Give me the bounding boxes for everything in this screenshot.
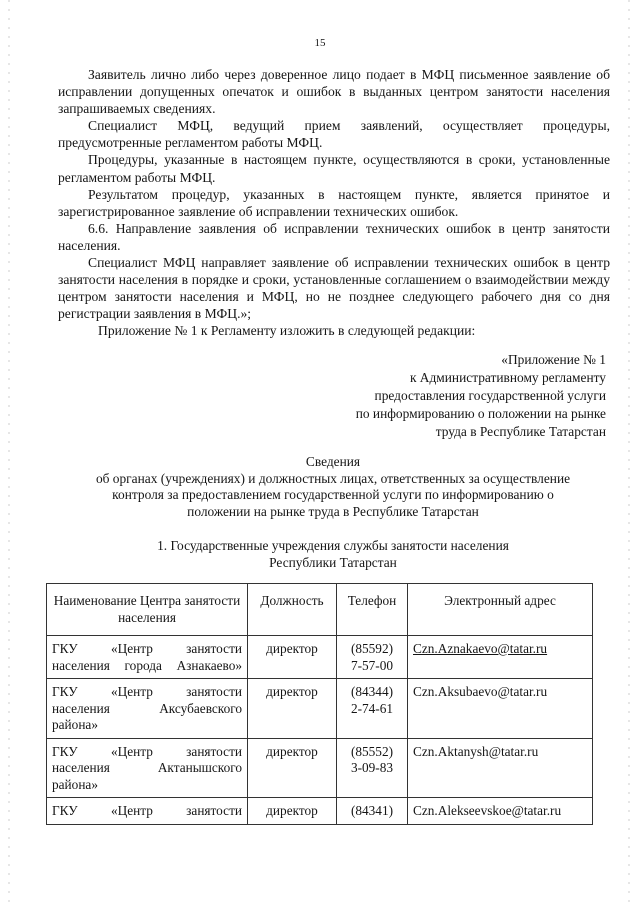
phone-number: 3-09-83 xyxy=(350,760,394,775)
section-heading xyxy=(58,538,608,571)
center-name: ГКУ «Центр занятости xyxy=(47,798,248,825)
contacts-table xyxy=(46,583,593,825)
paragraph: 6.6. Направление заявления об исправлении технических ошибок в центр занятости населения. xyxy=(58,220,610,253)
appendix-line: по информированию о положении на рынке xyxy=(355,406,606,421)
paragraph: Приложение № 1 к Регламенту изложить в следующей редакции: xyxy=(98,323,476,339)
email: Czn.Aksubaevo@tatar.ru xyxy=(408,679,593,739)
phone-code: (85552) xyxy=(350,743,394,759)
paragraph: Результатом процедур, указанных в настоящем пункте, является принятое и зарегистрированное заявление об исправлении технических ошибок. xyxy=(58,186,610,219)
email-link[interactable]: Czn.Aznakaevo@tatar.ru xyxy=(413,641,548,656)
center-name: ГКУ «Центр занятости населения Актанышского района» xyxy=(47,738,248,798)
phone xyxy=(337,738,408,798)
phone-code: (84344) xyxy=(350,684,394,699)
position: директор xyxy=(248,679,337,739)
heading-line: Сведения xyxy=(305,454,361,469)
page-number: 15 xyxy=(314,37,326,49)
position: директор xyxy=(248,738,337,798)
table-row xyxy=(47,636,593,679)
column-header-email: Электронный адрес xyxy=(408,584,593,636)
email: Czn.Aktanysh@tatar.ru xyxy=(408,738,593,798)
phone-number: 7-57-00 xyxy=(350,657,394,673)
position: директор xyxy=(248,798,337,825)
paragraph: Специалист МФЦ, ведущий прием заявлений, осуществляет процедуры, предусмотренные регламентом работы МФЦ. xyxy=(58,118,610,151)
subheading-line: 1. Государственные учреждения службы занятости населения xyxy=(157,538,509,553)
phone xyxy=(337,798,408,825)
email: Czn.Alekseevskoe@tatar.ru xyxy=(408,798,593,825)
subheading-line: Республики Татарстан xyxy=(269,554,397,570)
appendix-line: труда в Республике Татарстан xyxy=(435,424,606,439)
table-row xyxy=(47,679,593,739)
phone xyxy=(337,636,408,679)
column-header-position: Должность xyxy=(248,584,337,636)
center-name: ГКУ «Центр занятости населения Аксубаевского района» xyxy=(47,679,248,739)
phone-number: 2-74-61 xyxy=(350,700,394,716)
body-text xyxy=(58,66,610,340)
scan-edge-right xyxy=(628,0,630,905)
column-header-name: Наименование Центра занятости населения xyxy=(47,584,248,636)
position: директор xyxy=(248,636,337,679)
paragraph: Заявитель лично либо через доверенное лицо подает в МФЦ письменное заявление об исправлении допущенных опечаток и ошибок в выданных центром занятости населения запрашиваемых сведениях. xyxy=(58,67,610,117)
appendix-reference xyxy=(286,351,606,441)
appendix-line: предоставления государственной услуги xyxy=(374,388,606,403)
phone-code: (84341) xyxy=(350,803,394,818)
heading-line: положении на рынке труда в Республике Татарстан xyxy=(187,503,479,519)
phone-code: (85592) xyxy=(350,641,394,656)
document-heading xyxy=(58,454,608,520)
scan-edge-left xyxy=(8,0,10,905)
appendix-line: к Административному регламенту xyxy=(409,370,606,385)
table-header-row xyxy=(47,584,593,636)
phone xyxy=(337,679,408,739)
heading-line: контроля за предоставлением государственной услуги по информированию о xyxy=(112,487,554,502)
paragraph: Специалист МФЦ направляет заявление об исправлении технических ошибок в центр занятости населения в порядке и сроки, установленные соглашением о взаимодействии между центром занятости населения и МФЦ, но не позднее следующего рабочего дня со дня регистрации заявления в МФЦ.»; xyxy=(58,255,610,322)
paragraph: Процедуры, указанные в настоящем пункте, осуществляются в сроки, установленные регламентом работы МФЦ. xyxy=(58,152,610,185)
heading-line: об органах (учреждениях) и должностных лицах, ответственных за осуществление xyxy=(95,470,571,486)
email xyxy=(408,636,593,679)
table-row xyxy=(47,738,593,798)
appendix-line: «Приложение № 1 xyxy=(501,352,606,367)
column-header-phone: Телефон xyxy=(337,584,408,636)
center-name: ГКУ «Центр занятости населения города Азнакаево» xyxy=(47,636,248,679)
table-row xyxy=(47,798,593,825)
